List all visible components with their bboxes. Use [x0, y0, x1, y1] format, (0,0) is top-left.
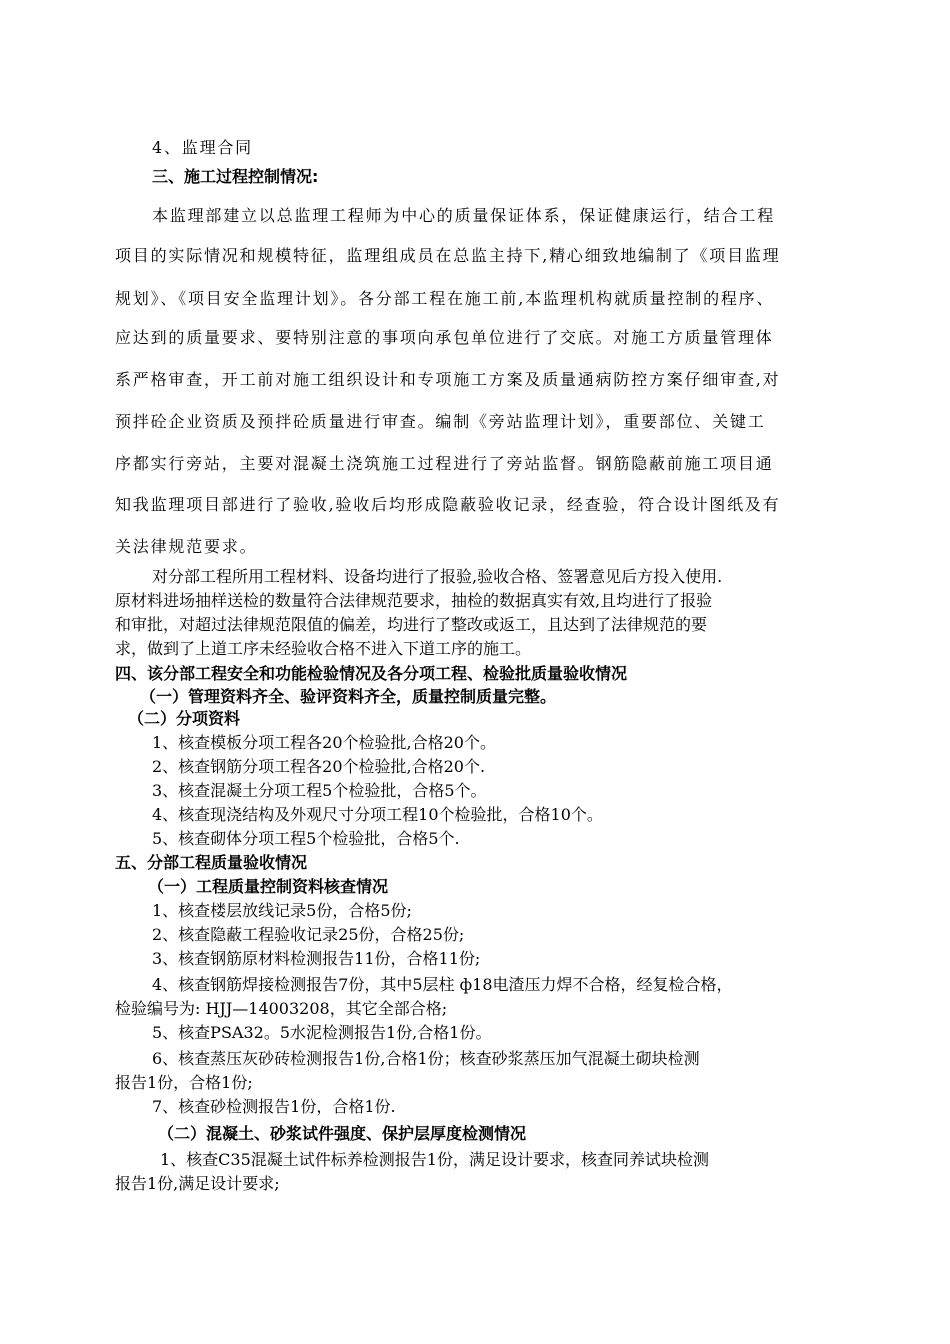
list-item: 5、核查砌体分项工程5个检验批，合格5个.: [152, 829, 460, 848]
list-item: 4、核查钢筋焊接检测报告7份，其中5层柱 ф18电渣压力焊不合格，经复检合格，: [152, 975, 733, 994]
list-item: 5、核查PSA32。5水泥检测报告1份,合格1份。: [152, 1023, 492, 1042]
subsection-heading: （一）管理资料齐全、验评资料齐全，质量控制质量完整。: [140, 687, 557, 706]
paragraph-line: 原材料进场抽样送检的数量符合法律规范要求，抽检的数据真实有效,且均进行了报验: [115, 591, 713, 610]
paragraph-line: 本监理部建立以总监理工程师为中心的质量保证体系，保证健康运行，结合工程: [152, 206, 776, 225]
list-item: 4、监理合同: [152, 138, 253, 157]
list-item: 3、核查钢筋原材料检测报告11份，合格11份;: [152, 949, 481, 968]
list-item: 报告1份，合格1份;: [115, 1073, 253, 1092]
list-item: 1、核查模板分项工程各20个检验批,合格20个。: [152, 733, 496, 752]
section-heading: 五、分部工程质量验收情况: [115, 853, 308, 872]
paragraph-line: 和审批，对超过法律规范限值的偏差，均进行了整改或返工，且达到了法律规范的要: [115, 615, 708, 634]
paragraph-line: 知我监理项目部进行了验收,验收后均形成隐蔽验收记录，经查验，符合设计图纸及有: [115, 495, 781, 514]
section-heading: 三、施工过程控制情况:: [152, 167, 319, 186]
subsection-heading: （二）分项资料: [128, 709, 241, 728]
section-heading: 四、该分部工程安全和功能检验情况及各分项工程、检验批质量验收情况: [115, 664, 628, 683]
list-item: 1、核查楼层放线记录5份，合格5份;: [152, 901, 412, 920]
list-item: 4、核查现浇结构及外观尺寸分项工程10个检验批，合格10个。: [152, 805, 603, 824]
list-item: 6、核查蒸压灰砂砖检测报告1份,合格1份；核查砂浆蒸压加气混凝土砌块检测: [152, 1049, 700, 1068]
list-item: 2、核查钢筋分项工程各20个检验批,合格20个.: [152, 757, 486, 776]
list-item: 3、核查混凝土分项工程5个检验批，合格5个。: [152, 781, 487, 800]
paragraph-line: 对分部工程所用工程材料、设备均进行了报验,验收合格、签署意见后方投入使用.: [152, 567, 723, 586]
paragraph-line: 预拌砼企业资质及预拌砼质量进行审查。编制《旁站监理计划》，重要部位、关键工: [115, 412, 766, 431]
list-item: 报告1份,满足设计要求;: [115, 1174, 280, 1193]
list-item: 1、核查C35混凝土试件标养检测报告1份，满足设计要求，核查同养试块检测: [160, 1150, 709, 1169]
subsection-heading: （一）工程质量控制资料核查情况: [148, 877, 389, 896]
list-item: 检验编号为: HJJ—14003208，其它全部合格;: [115, 999, 448, 1018]
paragraph-line: 求，做到了上道工序未经验收合格不进入下道工序的施工。: [115, 639, 532, 658]
paragraph-line: 系严格审查，开工前对施工组织设计和专项施工方案及质量通病防控方案仔细审查,对: [115, 370, 781, 389]
paragraph-line: 规划》、《项目安全监理计划》。各分部工程在施工前,本监理机构就质量控制的程序、: [115, 289, 775, 308]
list-item: 7、核查砂检测报告1份，合格1份.: [152, 1097, 396, 1116]
paragraph-line: 项目的实际情况和规模特征，监理组成员在总监主持下,精心细致地编制了《项目监理: [115, 246, 781, 265]
paragraph-line: 关法律规范要求。: [115, 537, 258, 556]
subsection-heading: （二）混凝土、砂浆试件强度、保护层厚度检测情况: [158, 1124, 527, 1143]
paragraph-line: 序都实行旁站，主要对混凝土浇筑施工过程进行了旁站监督。钢筋隐蔽前施工项目通: [115, 454, 774, 473]
list-item: 2、核查隐蔽工程验收记录25份，合格25份;: [152, 925, 465, 944]
paragraph-line: 应达到的质量要求、要特别注意的事项向承包单位进行了交底。对施工方质量管理体: [115, 328, 774, 347]
